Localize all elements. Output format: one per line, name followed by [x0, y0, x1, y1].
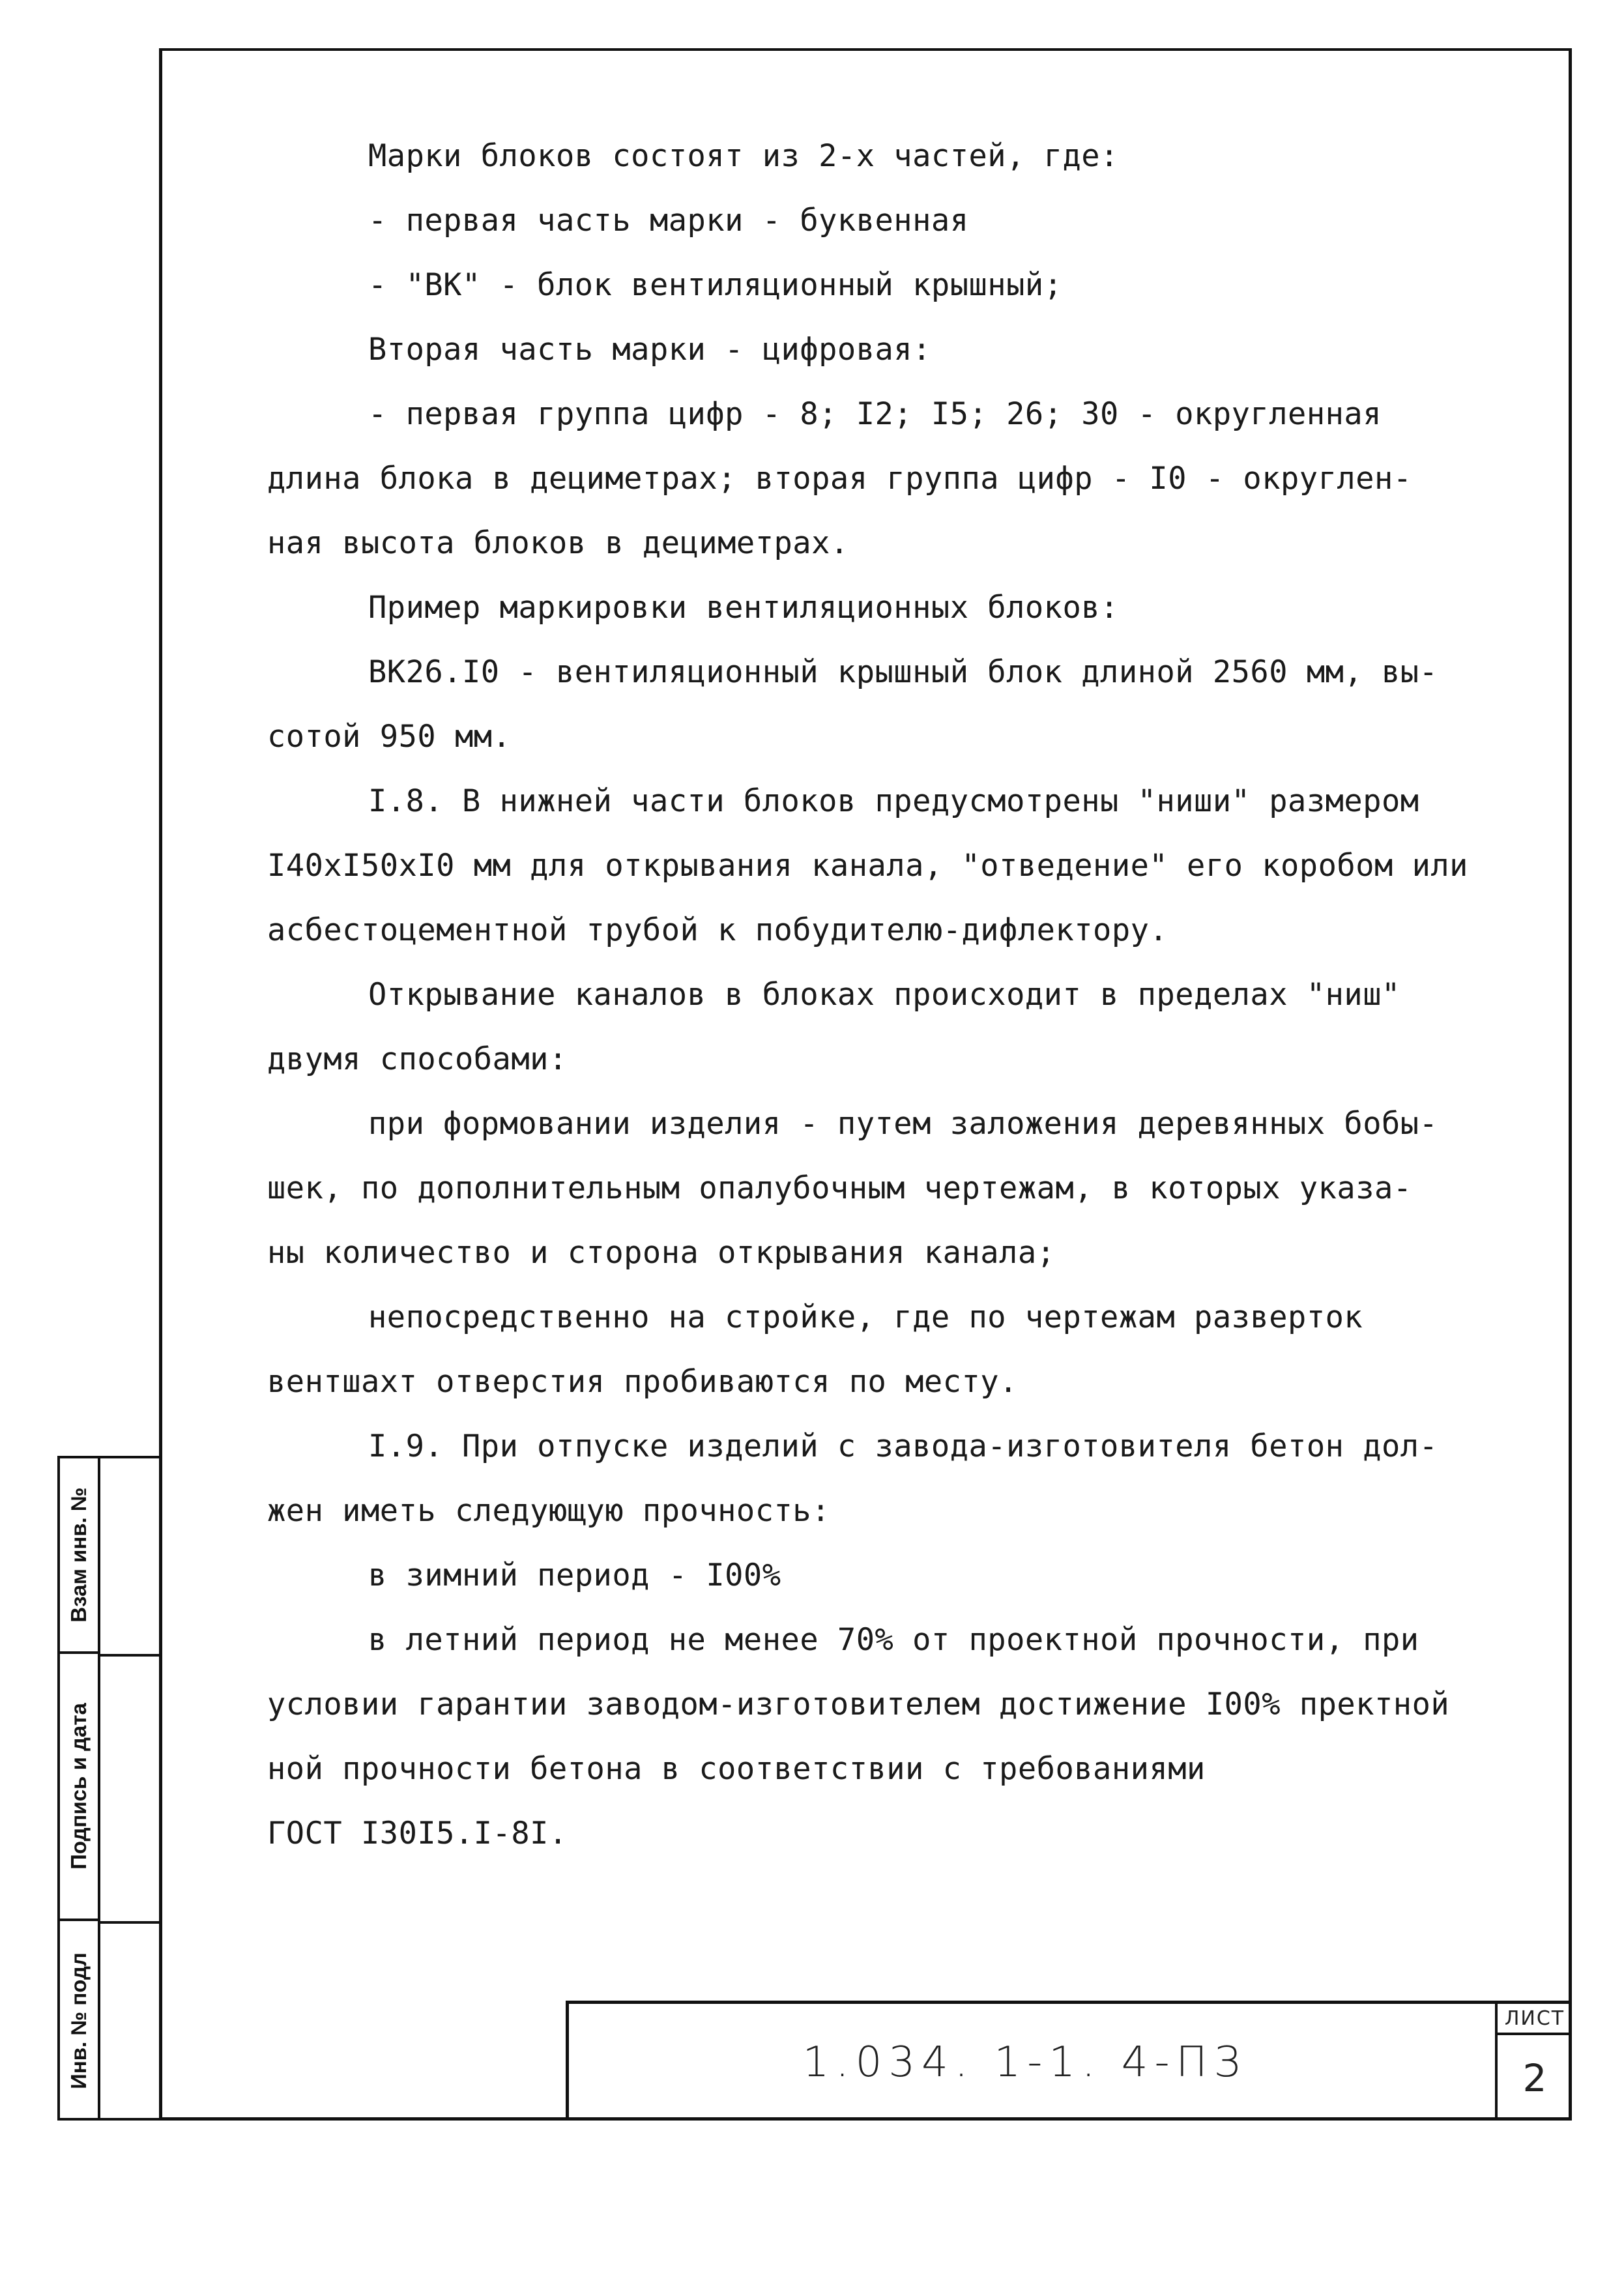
text-line: Вторая часть марки - цифровая:	[368, 332, 931, 368]
document-body	[267, 124, 1564, 1866]
sheet-label: ЛИСТ	[1498, 2004, 1572, 2035]
text-line: Пример маркировки вентиляционных блоков:	[368, 590, 1119, 626]
text-line: вентшахт отверстия пробиваются по месту.	[267, 1364, 1018, 1400]
sheet-number: 2	[1522, 2055, 1547, 2100]
text-line: I.8. В нижней части блоков предусмотрены "ниши" размером	[368, 783, 1419, 819]
text-line: условии гарантии заводом-изготовителем достижение I00% пректной	[267, 1687, 1450, 1722]
document-code: 1.034. 1-1. 4-ПЗ	[802, 2038, 1247, 2087]
label-replacement-inventory: Взам инв. №	[66, 1487, 91, 1623]
label-original-inventory: Инв. № подл	[66, 1952, 91, 2089]
text-line: асбестоцементной трубой к побудителю-дифлектору.	[267, 912, 1168, 948]
text-line: - первая часть марки - буквенная	[368, 203, 969, 239]
text-line: ВК26.I0 - вентиляционный крышный блок длиной 2560 мм, вы-	[368, 654, 1438, 690]
text-line: I40xI50xI0 мм для открывания канала, "отведение" его коробом или	[267, 848, 1468, 884]
text-line: двумя способами:	[267, 1041, 568, 1077]
label-signature-date: Подпись и дата	[66, 1703, 91, 1870]
sheet-box	[1495, 2004, 1572, 2121]
side-stamp-cell	[100, 1921, 159, 2121]
side-stamp-label	[60, 1921, 100, 2121]
text-line: Марки блоков состоят из 2-х частей, где:	[368, 138, 1119, 174]
text-line: - первая группа цифр - 8; I2; I5; 26; 30 - округленная	[368, 396, 1382, 432]
side-stamp-cell	[100, 1458, 159, 1657]
text-line: - "ВК" - блок вентиляционный крышный;	[368, 267, 1063, 303]
text-line: I.9. При отпуске изделий с завода-изготовителя бетон дол-	[368, 1428, 1438, 1464]
text-line: ная высота блоков в дециметрах.	[267, 525, 849, 561]
text-line: ны количество и сторона открывания канала;	[267, 1235, 1056, 1271]
text-line: сотой 950 мм.	[267, 719, 512, 755]
title-block	[566, 2001, 1572, 2121]
text-line: при формовании изделия - путем заложения деревянных бобы-	[368, 1106, 1438, 1142]
text-line: ГОСТ I30I5.I-8I.	[267, 1816, 568, 1851]
text-line: в зимний период - I00%	[368, 1557, 781, 1593]
side-stamp-label	[60, 1654, 100, 1921]
side-stamp-label	[60, 1458, 100, 1654]
text-line: ной прочности бетона в соответствии с требованиями	[267, 1751, 1206, 1787]
text-line: в летний период не менее 70% от проектной прочности, при	[368, 1622, 1419, 1658]
side-stamp	[57, 1456, 159, 2121]
text-line: непосредственно на стройке, где по чертежам разверток	[368, 1299, 1363, 1335]
text-line: Открывание каналов в блоках происходит в пределах "ниш"	[368, 977, 1400, 1013]
text-line: жен иметь следующую прочность:	[267, 1493, 830, 1529]
side-stamp-cell	[100, 1654, 159, 1924]
text-line: шек, по дополнительным опалубочным чертежам, в которых указа-	[267, 1170, 1412, 1206]
text-line: длина блока в дециметрах; вторая группа цифр - I0 - округлен-	[267, 461, 1412, 497]
